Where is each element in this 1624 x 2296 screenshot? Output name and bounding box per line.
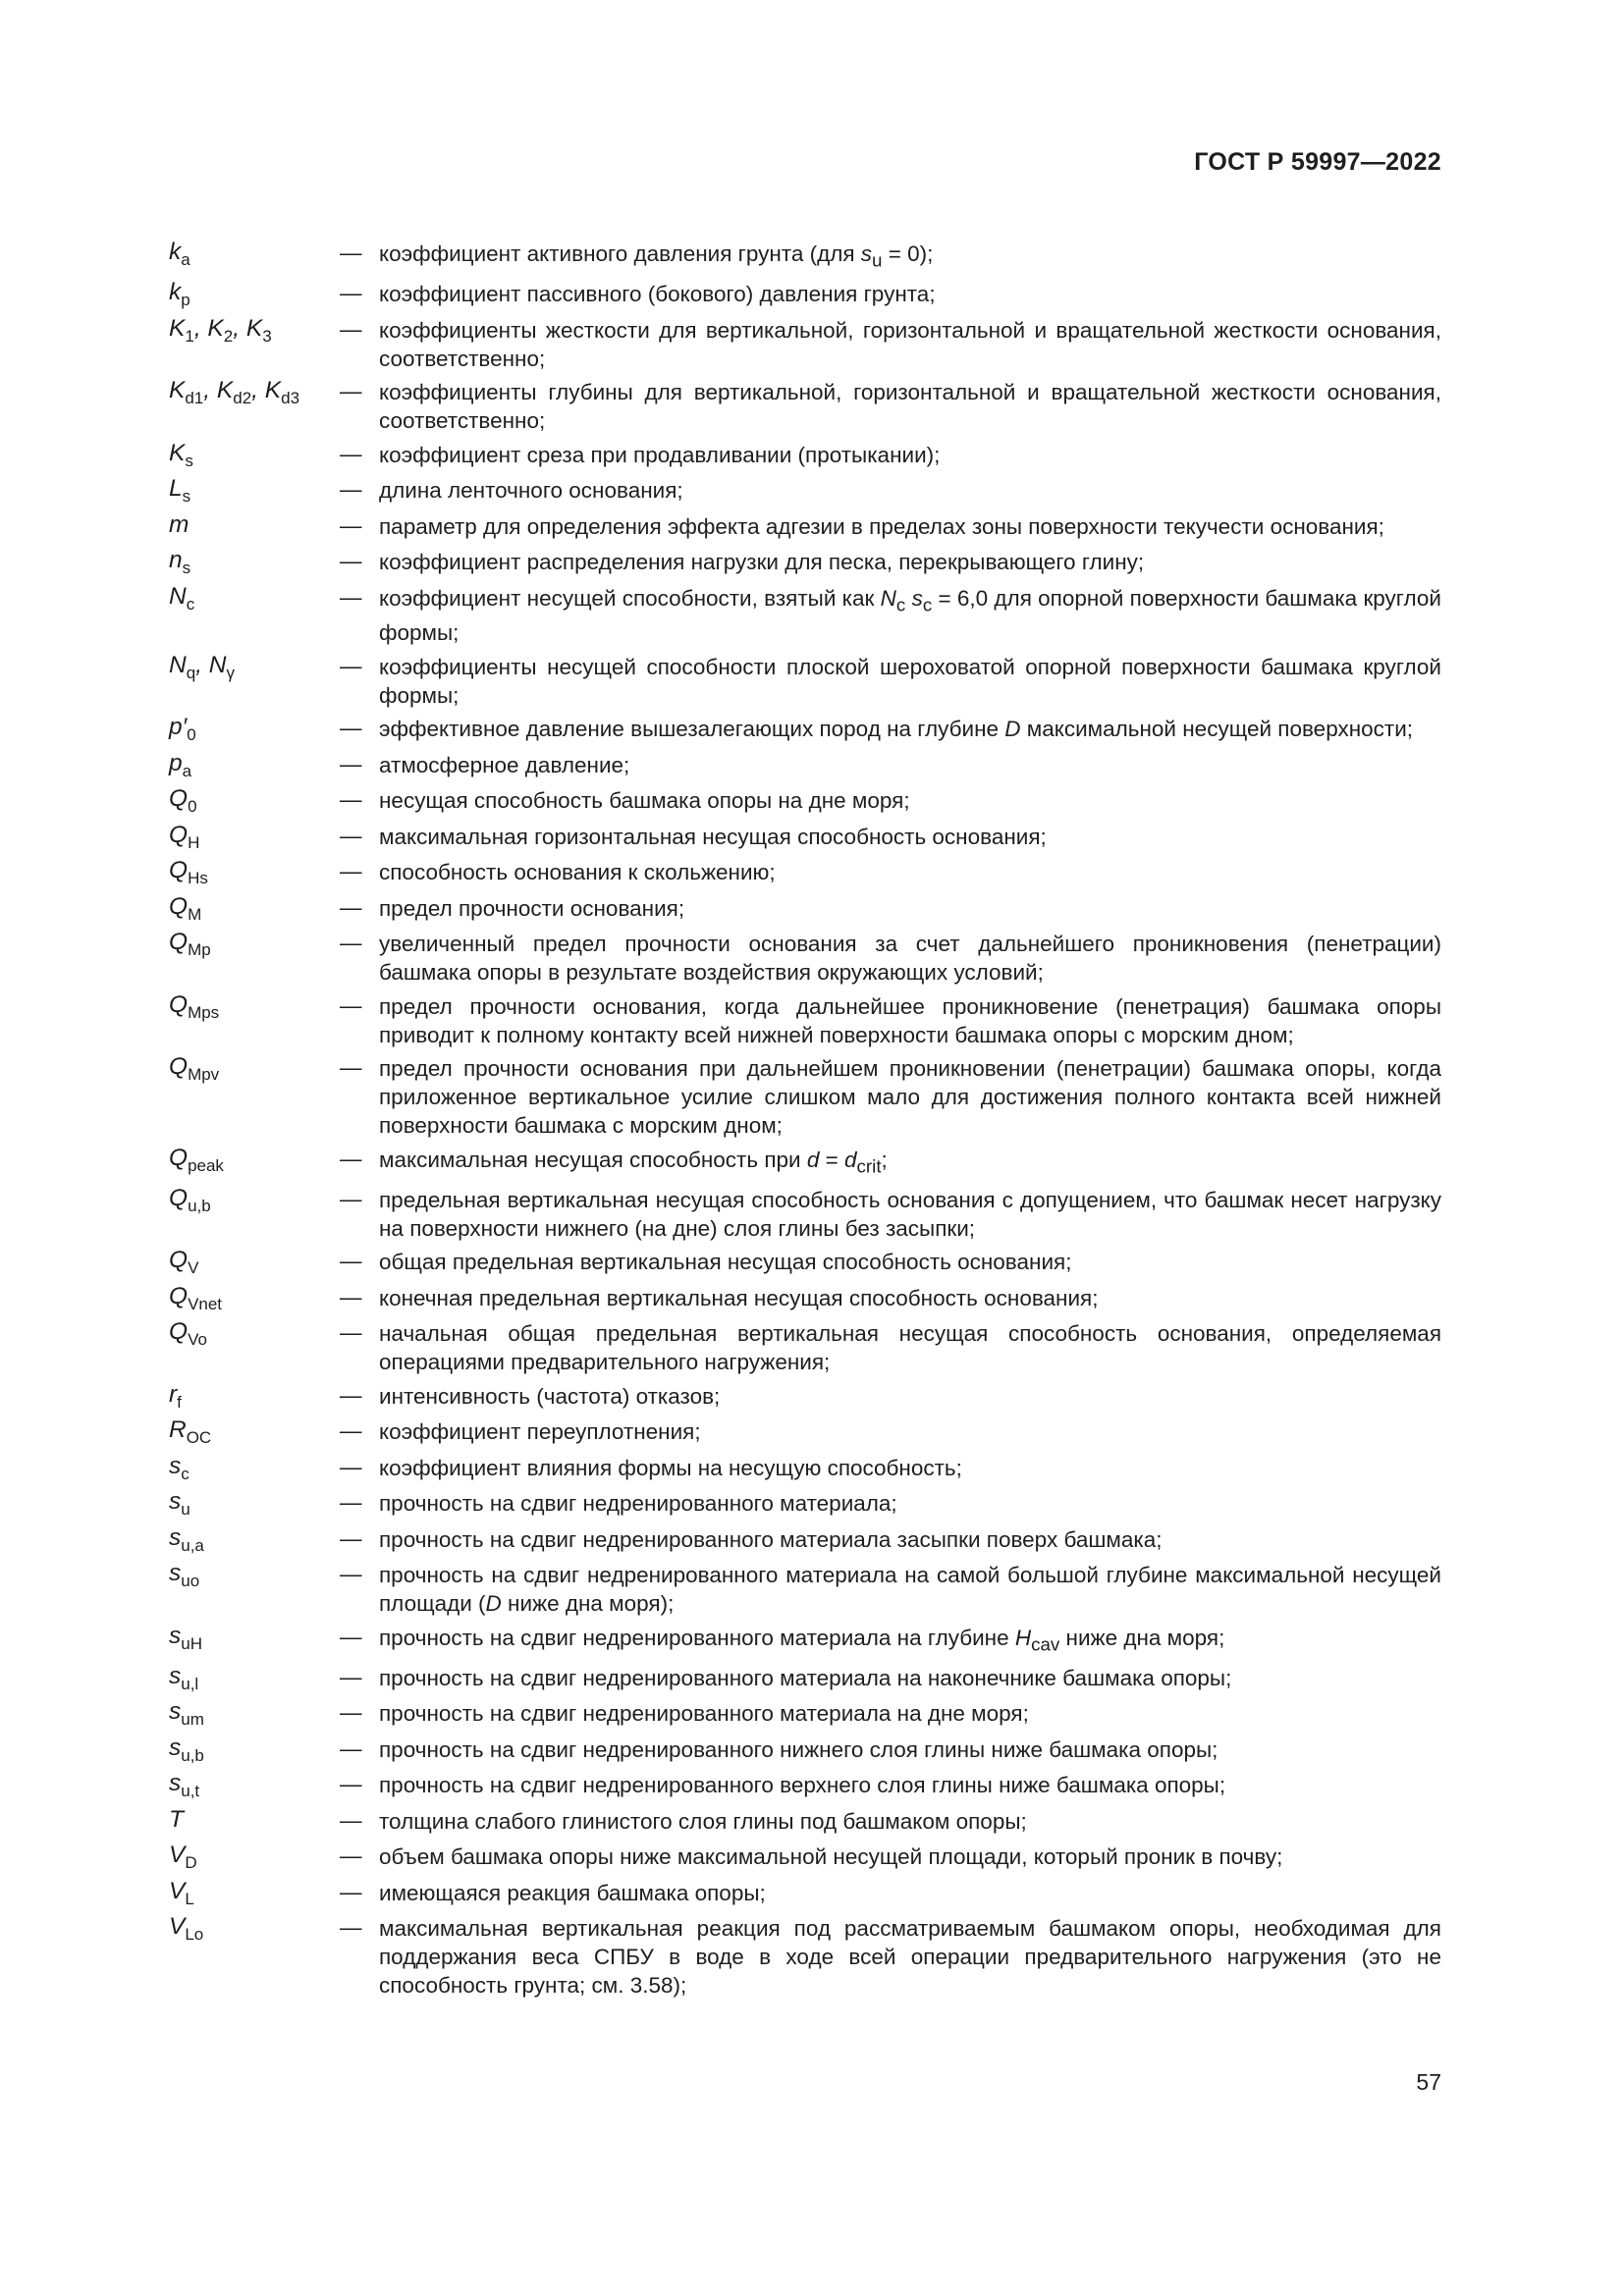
em-dash: — — [340, 1700, 362, 1725]
definition-text: максимальная несущая способность при $d = d_{crit}$; — [379, 1147, 888, 1176]
symbol: $Q_{Mps}$ — [169, 990, 220, 1022]
symbol: $L_s$ — [169, 475, 191, 506]
definition-text: прочность на сдвиг недренированного верхнего слоя глины ниже башмака опоры; — [379, 1773, 1226, 1797]
em-dash: — — [340, 1772, 362, 1796]
symbol: $Q_{peak}$ — [169, 1144, 224, 1175]
definition-entry — [169, 854, 1441, 888]
symbol: $s_{u,b}$ — [169, 1734, 204, 1765]
document-header: ГОСТ Р 59997—2022 — [1194, 148, 1441, 176]
em-dash: — — [340, 716, 362, 740]
definition-text: способность основания к скольжению; — [379, 860, 776, 884]
definition-text: предел прочности основания при дальнейшем проникновении (пенетрации) башмака опоры, когда приложенное вертикальное усилие слишком мало для достижения полного контакта всей нижней поверхности башмака с морским дном; — [379, 1056, 1441, 1138]
symbol: $r_f$ — [169, 1380, 182, 1412]
definition-entry — [169, 1280, 1441, 1314]
symbol: $K_{d1}$, $K_{d2}$, $K_{d3}$ — [169, 377, 300, 407]
em-dash: — — [340, 1186, 362, 1211]
definition-entry — [169, 1660, 1441, 1694]
definition-entry — [169, 437, 1441, 471]
definition-entry — [169, 1378, 1441, 1413]
definition-entry — [169, 1839, 1441, 1873]
em-dash: — — [340, 653, 362, 678]
definition-text: прочность на сдвиг недренированного материала на глубине $H_{cav}$ ниже дна моря; — [379, 1625, 1225, 1654]
definition-text: объем башмака опоры ниже максимальной несущей площади, который проник в почву; — [379, 1844, 1283, 1869]
definition-entry — [169, 1414, 1441, 1448]
em-dash: — — [340, 584, 362, 610]
symbol: $Q_{Vnet}$ — [169, 1282, 223, 1313]
symbol: $N_q$, $N_\gamma$ — [169, 651, 235, 682]
symbol: $s_{uH}$ — [169, 1622, 202, 1653]
symbol: $Q_{Hs}$ — [169, 857, 208, 887]
definition-entry — [169, 1450, 1441, 1484]
definition-entry — [169, 544, 1441, 578]
definition-entry — [169, 312, 1441, 373]
symbol: $s_{uo}$ — [169, 1560, 200, 1590]
definition-text: коэффициенты глубины для вертикальной, горизонтальной и вращательной жесткости основания, соответственно; — [379, 380, 1441, 433]
em-dash: — — [340, 281, 362, 305]
symbol: $V_L$ — [169, 1877, 194, 1908]
symbol: $V_D$ — [169, 1842, 197, 1872]
symbol: $s_{um}$ — [169, 1698, 204, 1729]
symbol: $Q_{u,b}$ — [169, 1184, 211, 1215]
definition-text: прочность на сдвиг недренированного нижнего слоя глины ниже башмака опоры; — [379, 1736, 1218, 1762]
definition-text: коэффициенты жесткости для вертикальной, горизонтальной и вращательной жесткости основания, соответственно; — [379, 317, 1441, 371]
em-dash: — — [340, 316, 362, 342]
definition-text: коэффициент распределения нагрузки для песка, перекрывающего глину; — [379, 550, 1145, 574]
definition-text: прочность на сдвиг недренированного материала на дне моря; — [379, 1701, 1029, 1726]
symbol: $Q_H$ — [169, 821, 200, 852]
em-dash: — — [340, 549, 362, 573]
symbol: $k_a$ — [169, 239, 190, 269]
definition-text: прочность на сдвиг недренированного материала засыпки поверх башмака; — [379, 1526, 1163, 1552]
definition-entry — [169, 374, 1441, 435]
em-dash: — — [340, 1320, 362, 1345]
definition-entry — [169, 1732, 1441, 1766]
definition-text: коэффициент активного давления грунта (для $s_u = 0$); — [379, 241, 934, 271]
definition-text: начальная общая предельная вертикальная несущая способность основания, определяемая операциями предварительного нагружения; — [379, 1321, 1441, 1374]
definition-text: параметр для определения эффекта адгезии в пределах зоны поверхности текучести основания; — [379, 513, 1384, 539]
definition-entry — [169, 508, 1441, 543]
definition-entry — [169, 1050, 1441, 1140]
definition-entry — [169, 1315, 1441, 1376]
em-dash: — — [340, 1664, 362, 1689]
em-dash: — — [340, 441, 362, 466]
definition-entry — [169, 1875, 1441, 1909]
definition-text: толщина слабого глинистого слоя глины под башмаком опоры; — [379, 1808, 1027, 1834]
symbol: $N_c$ — [169, 582, 195, 614]
definition-entry — [169, 1910, 1441, 2000]
definition-text: прочность на сдвиг недренированного материала; — [379, 1491, 897, 1516]
em-dash: — — [340, 1879, 362, 1904]
definition-text: максимальная горизонтальная несущая способность основания; — [379, 824, 1047, 849]
symbol: $Q_V$ — [169, 1247, 199, 1277]
em-dash: — — [340, 1843, 362, 1868]
definition-text: эффективное давление вышезалегающих пород на глубине D максимальной несущей поверхности; — [379, 717, 1414, 741]
em-dash: — — [340, 823, 362, 848]
em-dash: — — [340, 1454, 362, 1479]
definition-entry — [169, 580, 1441, 648]
definition-text: предел прочности основания; — [379, 895, 685, 921]
em-dash: — — [340, 1490, 362, 1515]
definition-text: предельная вертикальная несущая способность основания с допущением, что башмак несет нагрузку на поверхности нижнего (на дне) слоя глины без засыпки; — [379, 1187, 1441, 1241]
symbol: $Q_0$ — [169, 785, 197, 816]
em-dash: — — [340, 751, 362, 776]
definition-entry — [169, 1803, 1441, 1838]
symbol-definition-list — [169, 236, 1441, 2002]
em-dash: — — [340, 1382, 362, 1408]
symbol: $s_{u,t}$ — [169, 1770, 200, 1800]
definition-entry — [169, 819, 1441, 853]
symbol: $s_{u,a}$ — [169, 1523, 204, 1555]
definition-text: коэффициенты несущей способности плоской шероховатой опорной поверхности башмака круглой формы; — [379, 654, 1441, 708]
em-dash: — — [340, 931, 362, 955]
definition-text: коэффициент среза при продавливании (протыкании); — [379, 442, 941, 467]
symbol: T — [169, 1805, 184, 1833]
em-dash: — — [340, 992, 362, 1018]
page-number: 57 — [1416, 2069, 1441, 2095]
definition-entry — [169, 472, 1441, 507]
definition-text: коэффициент несущей способности, взятый как $N_c$ $s_c = 6,0$ для опорной поверхности башмака круглой формы; — [379, 585, 1441, 645]
em-dash: — — [340, 512, 362, 538]
definition-entry — [169, 890, 1441, 925]
em-dash: — — [340, 1055, 362, 1080]
symbol: $K_s$ — [169, 439, 193, 470]
em-dash: — — [340, 1418, 362, 1443]
em-dash: — — [340, 1284, 362, 1309]
definition-text: имеющаяся реакция башмака опоры; — [379, 1880, 766, 1905]
definition-text: атмосферное давление; — [379, 752, 630, 777]
definition-entry — [169, 276, 1441, 310]
em-dash: — — [340, 859, 362, 883]
em-dash: — — [340, 1249, 362, 1273]
definition-entry — [169, 1244, 1441, 1278]
symbol: $p'_0$ — [169, 714, 196, 744]
definition-text: максимальная вертикальная реакция под рассматриваемым башмаком опоры, необходимая для поддержания веса СПБУ в воде в ходе всей операции предварительного нагружения (это не способность грунта; см. 3.58); — [379, 1916, 1441, 1998]
definition-text: предел прочности основания, когда дальнейшее проникновение (пенетрация) башмака опоры приводит к полному контакту всей нижней поверхности башмака опоры с морским дном; — [379, 993, 1441, 1047]
definition-entry — [169, 782, 1441, 817]
symbol: $n_s$ — [169, 547, 191, 577]
symbol: $Q_M$ — [169, 892, 202, 924]
symbol: $Q_{Mpv}$ — [169, 1053, 220, 1084]
definition-text: конечная предельная вертикальная несущая способность основания; — [379, 1285, 1099, 1310]
definition-text: увеличенный предел прочности основания за счет дальнейшего проникновения (пенетрации) башмака опоры в результате воздействия окружающих условий; — [379, 932, 1441, 985]
definition-text: коэффициент переуплотнения; — [379, 1419, 701, 1444]
em-dash: — — [340, 1807, 362, 1833]
definition-text: интенсивность (частота) отказов; — [379, 1383, 721, 1409]
symbol: $Q_{Vo}$ — [169, 1318, 207, 1349]
em-dash: — — [340, 379, 362, 403]
definition-entry — [169, 1557, 1441, 1618]
definition-text: общая предельная вертикальная несущая способность основания; — [379, 1250, 1072, 1274]
definition-entry — [169, 649, 1441, 710]
definition-entry — [169, 747, 1441, 781]
symbol: $s_{u,l}$ — [169, 1662, 199, 1693]
em-dash: — — [340, 1915, 362, 1940]
definition-text: прочность на сдвиг недренированного материала на наконечнике башмака опоры; — [379, 1665, 1232, 1690]
symbol: $k_p$ — [169, 279, 190, 309]
definition-text: коэффициент влияния формы на несущую способность; — [379, 1455, 962, 1480]
em-dash: — — [340, 240, 362, 265]
definition-text: несущая способность башмака опоры на дне моря; — [379, 788, 910, 813]
symbol: $s_c$ — [169, 1452, 189, 1483]
definition-entry — [169, 926, 1441, 987]
em-dash: — — [340, 1735, 362, 1761]
symbol: $Q_{Mp}$ — [169, 929, 211, 959]
symbol: $s_u$ — [169, 1488, 190, 1519]
definition-text: коэффициент пассивного (бокового) давления грунта; — [379, 282, 936, 306]
em-dash: — — [340, 894, 362, 920]
definition-entry — [169, 1767, 1441, 1801]
symbol: $K_1$, $K_2$, $K_3$ — [169, 314, 272, 346]
definition-text: прочность на сдвиг недренированного материала на самой большой глубине максимальной несущей площади (D ниже дна моря); — [379, 1563, 1441, 1616]
definition-entry — [169, 1695, 1441, 1730]
symbol: $V_{Lo}$ — [169, 1913, 204, 1944]
em-dash: — — [340, 787, 362, 812]
symbol: $R_{OC}$ — [169, 1416, 212, 1447]
definition-entry — [169, 711, 1441, 745]
definition-entry — [169, 1485, 1441, 1520]
definition-entry — [169, 1182, 1441, 1243]
em-dash: — — [340, 1562, 362, 1586]
definition-entry — [169, 1620, 1441, 1659]
em-dash: — — [340, 1146, 362, 1171]
definition-entry — [169, 1522, 1441, 1556]
definition-entry — [169, 988, 1441, 1049]
symbol: $p_a$ — [169, 749, 192, 780]
definition-entry — [169, 1142, 1441, 1181]
definition-text: длина ленточного основания; — [379, 478, 683, 503]
symbol: m — [169, 510, 189, 538]
em-dash: — — [340, 477, 362, 502]
definition-entry — [169, 236, 1441, 275]
em-dash: — — [340, 1525, 362, 1551]
em-dash: — — [340, 1624, 362, 1649]
